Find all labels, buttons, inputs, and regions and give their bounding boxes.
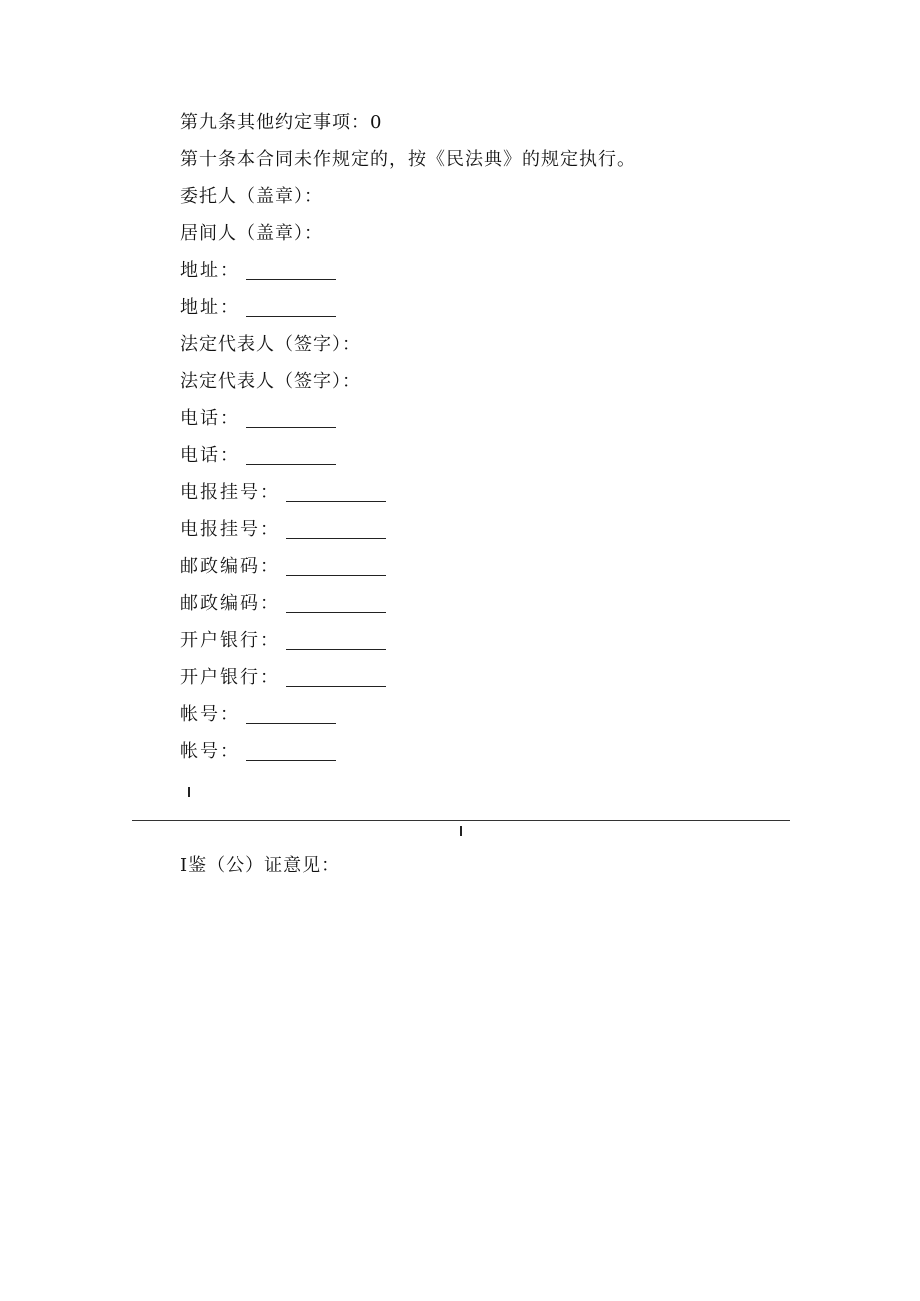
field-label: 开户银行： — [180, 630, 280, 651]
legal-rep-signature-1: 法定代表人（签字）： — [180, 334, 361, 355]
phone-field-1 — [180, 407, 336, 431]
section-divider — [132, 820, 790, 821]
field-label: 地址： — [180, 297, 240, 318]
address-field-1 — [180, 259, 336, 283]
field-label: 帐号： — [180, 741, 240, 762]
account-field-2 — [180, 740, 336, 764]
blank-line — [286, 631, 386, 650]
cursor-mark — [188, 787, 190, 797]
notary-opinion: I鉴（公）证意见： — [180, 855, 341, 876]
field-label: 邮政编码： — [180, 593, 280, 614]
clause-ten: 第十条本合同未作规定的，按《民法典》的规定执行。 — [180, 149, 636, 170]
blank-line — [286, 557, 386, 576]
field-label: 地址： — [180, 260, 240, 281]
bank-field-2 — [180, 666, 386, 690]
blank-line — [246, 446, 336, 465]
intermediary-seal-line: 居间人（盖章）： — [180, 223, 323, 244]
field-label: 电话： — [180, 445, 240, 466]
blank-line — [246, 261, 336, 280]
field-label: 开户银行： — [180, 667, 280, 688]
field-label: 电报挂号： — [180, 519, 280, 540]
blank-line — [246, 409, 336, 428]
address-field-2 — [180, 296, 336, 320]
phone-field-2 — [180, 444, 336, 468]
blank-line — [286, 483, 386, 502]
bank-field-1 — [180, 629, 386, 653]
postal-code-field-2 — [180, 592, 386, 616]
principal-seal-line: 委托人（盖章）： — [180, 186, 323, 207]
postal-code-field-1 — [180, 555, 386, 579]
cursor-mark — [460, 826, 462, 836]
field-label: 邮政编码： — [180, 556, 280, 577]
telegraph-field-1 — [180, 481, 386, 505]
blank-line — [246, 742, 336, 761]
telegraph-field-2 — [180, 518, 386, 542]
blank-line — [286, 668, 386, 687]
legal-rep-signature-2: 法定代表人（签字）： — [180, 371, 361, 392]
field-label: 电话： — [180, 408, 240, 429]
blank-line — [286, 594, 386, 613]
blank-line — [286, 520, 386, 539]
account-field-1 — [180, 703, 336, 727]
blank-line — [246, 298, 336, 317]
field-label: 电报挂号： — [180, 482, 280, 503]
clause-nine: 第九条其他约定事项：0 — [180, 112, 383, 133]
field-label: 帐号： — [180, 704, 240, 725]
blank-line — [246, 705, 336, 724]
